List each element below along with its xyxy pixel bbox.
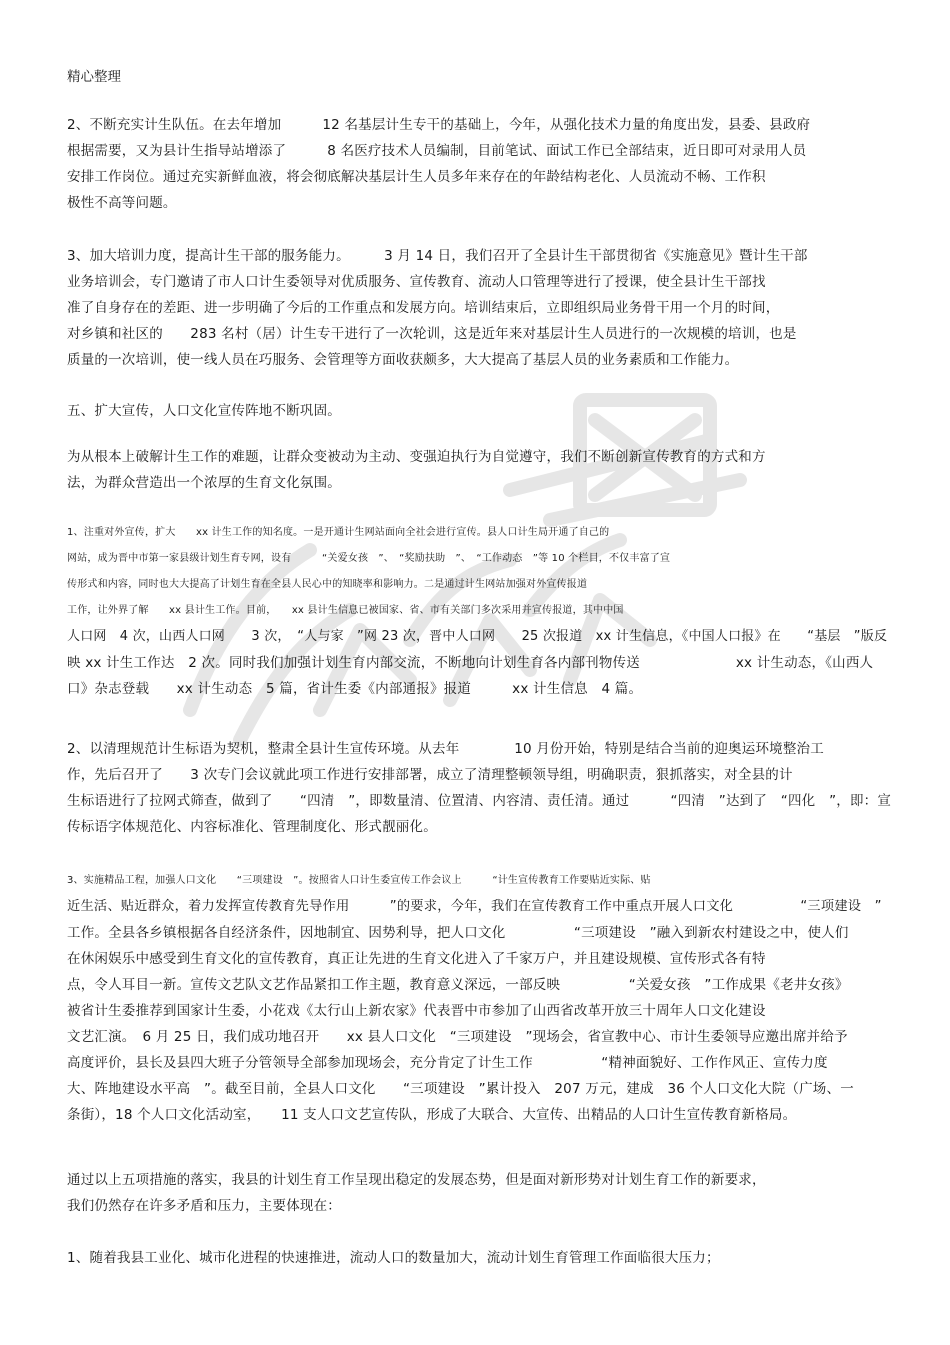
- paragraph-line: 工作，让外界了解 xx 县计生工作。目前， xx 县计生信息已被国家、省、市有关部门多次采用并宣传报道，其中中国: [67, 605, 624, 616]
- paragraph-problem-1: [67, 1245, 720, 1271]
- paragraph-staff: [67, 112, 810, 216]
- section-heading-publicity: [67, 398, 341, 424]
- paragraph-line: 口》杂志登载 xx 计生动态 5 篇，省计生委《内部通报》报道 xx 计生信息 4 篇。: [67, 681, 643, 697]
- paragraph-slogans: [67, 736, 891, 840]
- paragraph-line: 3、实施精品工程，加强人口文化 “三项建设 ”。按照省人口计生委宣传工作会议上 “计生宣传教育工作要贴近实际、贴: [67, 875, 651, 886]
- paragraph-line: 法，为群众营造出一个浓厚的生育文化氛围。: [67, 475, 341, 491]
- paragraph-line: 根据需要，又为县计生指导站增添了 8 名医疗技术人员编制，目前笔试、面试工作已全部结束，近日即可对录用人员: [67, 143, 807, 159]
- paragraph-quality-project: [67, 868, 882, 1128]
- paragraph-line: 通过以上五项措施的落实，我县的计划生育工作呈现出稳定的发展态势，但是面对新形势对计划生育工作的新要求，: [67, 1172, 766, 1188]
- paragraph-line: 工作。全县各乡镇根据各自经济条件，因地制宜、因势利导，把人口文化 “三项建设 ”融入到新农村建设之中，使人们: [67, 925, 849, 941]
- paragraph-line: 1、注重对外宣传，扩大 xx 计生工作的知名度。一是开通计生网站面向全社会进行宣传。县人口计生局开通了自己的: [67, 527, 610, 538]
- paragraph-line: 极性不高等问题。: [67, 195, 177, 211]
- paragraph-line: 生标语进行了拉网式筛查，做到了 “四清 ”，即数量清、位置清、内容清、责任清。通过 “四清 ”达到了 “四化 ”，即：宣: [67, 793, 892, 809]
- paragraph-line: 2、以清理规范计生标语为契机，整肃全县计生宣传环境。从去年 10 月份开始，特别是结合当前的迎奥运环境整治工: [67, 741, 824, 757]
- paragraph-line: 传形式和内容，同时也大大提高了计划生育在全县人民心中的知晓率和影响力。二是通过计生网站加强对外宣传报道: [67, 579, 588, 590]
- paragraph-intro: [67, 444, 766, 496]
- paragraph-summary: [67, 1167, 766, 1219]
- section-heading: 五、扩大宣传，人口文化宣传阵地不断巩固。: [67, 403, 341, 419]
- paragraph-line: 3、加大培训力度，提高计生干部的服务能力。 3 月 14 日，我们召开了全县计生干部贯彻省《实施意见》暨计生干部: [67, 248, 808, 264]
- paragraph-line: 业务培训会，专门邀请了市人口计生委领导对优质服务、宣传教育、流动人口管理等进行了授课，使全县计生干部找: [67, 274, 766, 290]
- paragraph-line: 近生活、贴近群众，着力发挥宣传教育先导作用 ”的要求，今年，我们在宣传教育工作中重点开展人口文化 “三项建设 ”: [67, 899, 882, 914]
- header-note: 精心整理: [67, 69, 121, 85]
- paragraph-line: 大、阵地建设水平高 ”。截至目前，全县人口文化 “三项建设 ”累计投入 207 万元，建成 36 个人口文化大院（广场、一: [67, 1081, 854, 1097]
- paragraph-line: 网站，成为晋中市第一家县级计划生育专网，设有 “关爱女孩 ”、 “奖励扶助 ”、 “工作动态 ”等 10 个栏目，不仅丰富了宣: [67, 553, 671, 564]
- paragraph-line: 文艺汇演。 6 月 25 日，我们成功地召开 xx 县人口文化 “三项建设 ”现场会，省宣教中心、市计生委领导应邀出席并给予: [67, 1029, 848, 1045]
- paragraph-line: 安排工作岗位。通过充实新鲜血液，将会彻底解决基层计生人员多年来存在的年龄结构老化、人员流动不畅、工作积: [67, 169, 766, 185]
- paragraph-line: 传标语字体规范化、内容标准化、管理制度化、形式靓丽化。: [67, 819, 437, 835]
- paragraph-line: 人口网 4 次，山西人口网 3 次， “人与家 ”网 23 次，晋中人口网 25 次报道 xx 计生信息，《中国人口报》在 “基层 ”版反: [67, 629, 888, 644]
- paragraph-line: 在休闲娱乐中感受到生育文化的宣传教育，真正让先进的生育文化进入了千家万户，并且建设规模、宣传形式各有特: [67, 951, 766, 967]
- paragraph-line: 高度评价，县长及县四大班子分管领导全部参加现场会，充分肯定了计生工作 “精神面貌好、工作作风正、宣传力度: [67, 1055, 828, 1071]
- paragraph-line: 为从根本上破解计生工作的难题，让群众变被动为主动、变强迫执行为自觉遵守，我们不断创新宣传教育的方式和方: [67, 449, 766, 465]
- paragraph-line: 质量的一次培训，使一线人员在巧服务、会管理等方面收获颇多，大大提高了基层人员的业务素质和工作能力。: [67, 352, 739, 368]
- paragraph-external-publicity: [67, 520, 887, 702]
- paragraph-line: 准了自身存在的差距、进一步明确了今后的工作重点和发展方向。培训结束后，立即组织局业务骨干用一个月的时间，: [67, 300, 780, 316]
- paragraph-line: 映 xx 计生工作达 2 次。同时我们加强计划生育内部交流，不断地向计划生育各内部刊物传送 xx 计生动态，《山西人: [67, 655, 874, 671]
- paragraph-line: 被省计生委推荐到国家计生委，小花戏《太行山上新农家》代表晋中市参加了山西省改革开放三十周年人口文化建设: [67, 1003, 766, 1019]
- paragraph-line: 对乡镇和社区的 283 名村（居）计生专干进行了一次轮训，这是近年来对基层计生人员进行的一次规模的培训，也是: [67, 326, 797, 342]
- paragraph-line: 作，先后召开了 3 次专门会议就此项工作进行安排部署，成立了清理整顿领导组，明确职责，狠抓落实，对全县的计: [67, 767, 793, 783]
- paragraph-line: 点，令人耳目一新。宣传文艺队文艺作品紧扣工作主题，教育意义深远，一部反映 “关爱女孩 ”工作成果《老井女孩》: [67, 977, 849, 993]
- paragraph-line: 条街），18 个人口文化活动室， 11 支人口文艺宣传队，形成了大联合、大宣传、出精品的人口计生宣传教育新格局。: [67, 1107, 797, 1123]
- paragraph-line: 我们仍然存在许多矛盾和压力，主要体现在：: [67, 1198, 341, 1214]
- paragraph-training: [67, 243, 808, 373]
- paragraph-line: 2、不断充实计生队伍。在去年增加 12 名基层计生专干的基础上，今年，从强化技术力量的角度出发，县委、县政府: [67, 117, 811, 133]
- paragraph-line: 1、随着我县工业化、城市化进程的快速推进，流动人口的数量加大，流动计划生育管理工作面临很大压力；: [67, 1250, 720, 1266]
